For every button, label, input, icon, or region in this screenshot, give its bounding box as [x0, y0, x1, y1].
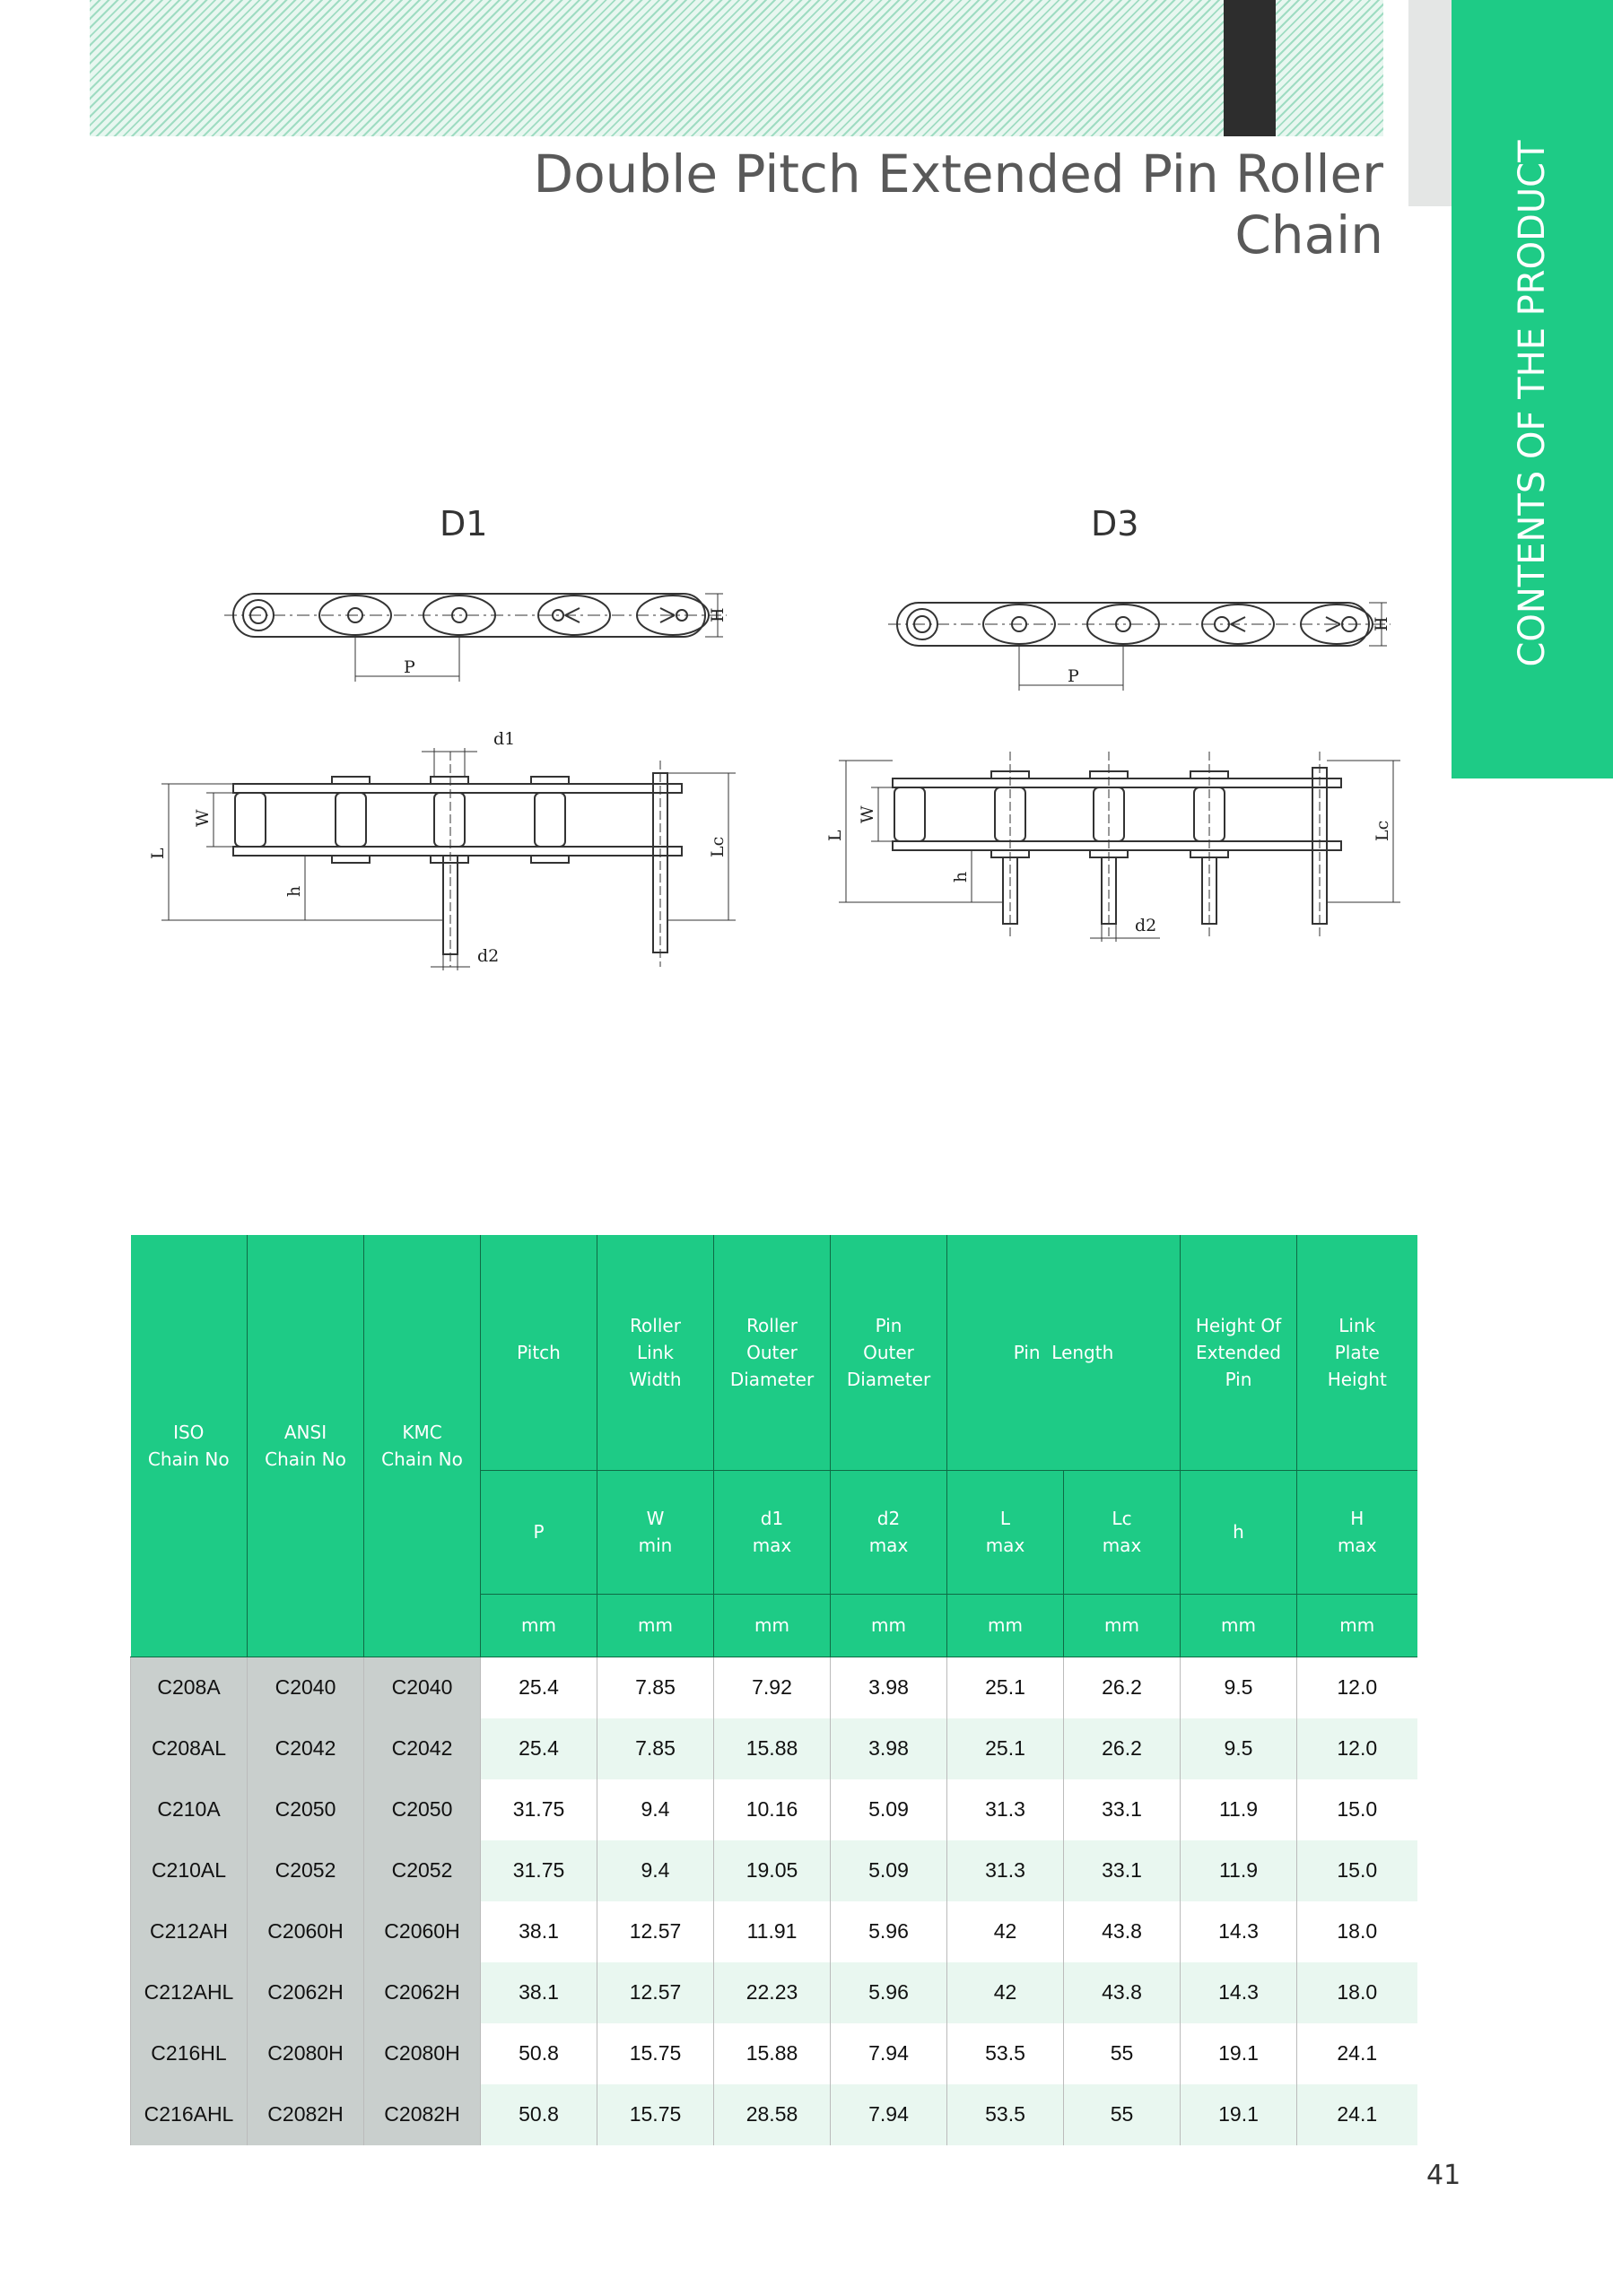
- chain-no-cell: C2050: [248, 1779, 364, 1840]
- value-cell: 43.8: [1064, 1962, 1181, 2023]
- value-cell: 24.1: [1297, 2023, 1417, 2084]
- value-cell: 26.2: [1064, 1718, 1181, 1779]
- unit-cell: mm: [597, 1594, 714, 1657]
- symbol-cell: d1 max: [714, 1470, 831, 1594]
- symbol-cell: H max: [1297, 1470, 1417, 1594]
- symbol-cell: Lc max: [1064, 1470, 1181, 1594]
- value-cell: 19.1: [1181, 2084, 1297, 2145]
- value-cell: 19.05: [714, 1840, 831, 1901]
- side-green-tab[interactable]: [1452, 0, 1613, 778]
- value-cell: 31.75: [481, 1840, 597, 1901]
- value-cell: 12.0: [1297, 1657, 1417, 1718]
- d1-dim-H: H: [708, 607, 728, 622]
- value-cell: 33.1: [1064, 1779, 1181, 1840]
- unit-cell: mm: [1297, 1594, 1417, 1657]
- table-row: [131, 1901, 1417, 1962]
- value-cell: 12.0: [1297, 1718, 1417, 1779]
- symbol-cell: P: [481, 1470, 597, 1594]
- table-row: [131, 1962, 1417, 2023]
- chain-no-cell: C2062H: [248, 1962, 364, 2023]
- spec-table: [130, 1235, 1417, 2145]
- header-height-extended-pin: Height Of Extended Pin: [1181, 1235, 1297, 1470]
- value-cell: 11.9: [1181, 1840, 1297, 1901]
- value-cell: 18.0: [1297, 1901, 1417, 1962]
- value-cell: 38.1: [481, 1901, 597, 1962]
- d1-side-view-drawing: [144, 725, 754, 985]
- unit-cell: mm: [481, 1594, 597, 1657]
- value-cell: 9.4: [597, 1779, 714, 1840]
- d1-dim-P: P: [404, 657, 415, 677]
- chain-no-cell: C2050: [364, 1779, 481, 1840]
- page-title: Double Pitch Extended Pin Roller Chain: [533, 144, 1383, 265]
- d3-dim-Lc: Lc: [1373, 820, 1392, 841]
- value-cell: 15.0: [1297, 1840, 1417, 1901]
- value-cell: 55: [1064, 2023, 1181, 2084]
- table-row: [131, 1657, 1417, 1718]
- value-cell: 11.9: [1181, 1779, 1297, 1840]
- d3-dim-d2: d2: [1135, 916, 1157, 935]
- d1-dim-Lc: Lc: [708, 836, 728, 857]
- symbol-cell: W min: [597, 1470, 714, 1594]
- chain-no-cell: C212AH: [131, 1901, 248, 1962]
- value-cell: 7.94: [831, 2084, 947, 2145]
- value-cell: 25.4: [481, 1718, 597, 1779]
- side-tab-label: CONTENTS OF THE PRODUCT: [1512, 140, 1553, 667]
- value-cell: 9.4: [597, 1840, 714, 1901]
- d3-dim-L: L: [825, 830, 845, 841]
- value-cell: 12.57: [597, 1962, 714, 2023]
- chain-no-cell: C208AL: [131, 1718, 248, 1779]
- value-cell: 38.1: [481, 1962, 597, 2023]
- unit-cell: mm: [831, 1594, 947, 1657]
- header-ansi-chain-no: ANSI Chain No: [248, 1235, 364, 1657]
- value-cell: 28.58: [714, 2084, 831, 2145]
- chain-no-cell: C216AHL: [131, 2084, 248, 2145]
- table-row: [131, 1718, 1417, 1779]
- table-row: [131, 2023, 1417, 2084]
- header-pin-length: Pin Length: [947, 1235, 1181, 1470]
- symbol-cell: L max: [947, 1470, 1064, 1594]
- diagram-d1-label: D1: [440, 504, 488, 544]
- value-cell: 10.16: [714, 1779, 831, 1840]
- value-cell: 9.5: [1181, 1718, 1297, 1779]
- value-cell: 33.1: [1064, 1840, 1181, 1901]
- unit-cell: mm: [714, 1594, 831, 1657]
- value-cell: 53.5: [947, 2023, 1064, 2084]
- value-cell: 7.85: [597, 1657, 714, 1718]
- value-cell: 3.98: [831, 1657, 947, 1718]
- value-cell: 14.3: [1181, 1962, 1297, 2023]
- value-cell: 3.98: [831, 1718, 947, 1779]
- symbol-cell: h: [1181, 1470, 1297, 1594]
- d3-side-view-drawing: [825, 734, 1422, 967]
- unit-cell: mm: [1064, 1594, 1181, 1657]
- header-kmc-chain-no: KMC Chain No: [364, 1235, 481, 1657]
- d3-top-view-drawing: [888, 592, 1408, 700]
- spec-table-body: [131, 1657, 1417, 2145]
- value-cell: 15.75: [597, 2084, 714, 2145]
- header-dark-bar: [1224, 0, 1276, 136]
- diagram-d3-label: D3: [1091, 504, 1139, 544]
- chain-no-cell: C212AHL: [131, 1962, 248, 2023]
- header-roller-link-width: Roller Link Width: [597, 1235, 714, 1470]
- header-hatched-band: [90, 0, 1383, 136]
- header-iso-chain-no: ISO Chain No: [131, 1235, 248, 1657]
- value-cell: 22.23: [714, 1962, 831, 2023]
- chain-no-cell: C2060H: [364, 1901, 481, 1962]
- symbol-cell: d2 max: [831, 1470, 947, 1594]
- d3-dim-P: P: [1068, 666, 1079, 686]
- chain-no-cell: C2082H: [364, 2084, 481, 2145]
- d1-dim-d2: d2: [477, 946, 500, 966]
- header-link-plate-height: Link Plate Height: [1297, 1235, 1417, 1470]
- value-cell: 18.0: [1297, 1962, 1417, 2023]
- chain-no-cell: C2040: [364, 1657, 481, 1718]
- value-cell: 25.1: [947, 1718, 1064, 1779]
- value-cell: 12.57: [597, 1901, 714, 1962]
- value-cell: 15.88: [714, 1718, 831, 1779]
- d1-top-view-drawing: [224, 583, 745, 691]
- value-cell: 15.0: [1297, 1779, 1417, 1840]
- chain-no-cell: C2080H: [364, 2023, 481, 2084]
- d3-dim-h: h: [951, 871, 971, 883]
- value-cell: 15.75: [597, 2023, 714, 2084]
- chain-no-cell: C208A: [131, 1657, 248, 1718]
- d1-dim-L: L: [148, 848, 168, 859]
- value-cell: 43.8: [1064, 1901, 1181, 1962]
- chain-no-cell: C2042: [248, 1718, 364, 1779]
- d3-dim-H: H: [1372, 616, 1391, 631]
- chain-no-cell: C2080H: [248, 2023, 364, 2084]
- value-cell: 24.1: [1297, 2084, 1417, 2145]
- value-cell: 55: [1064, 2084, 1181, 2145]
- value-cell: 42: [947, 1901, 1064, 1962]
- chain-no-cell: C2062H: [364, 1962, 481, 2023]
- chain-no-cell: C2040: [248, 1657, 364, 1718]
- value-cell: 14.3: [1181, 1901, 1297, 1962]
- value-cell: 50.8: [481, 2023, 597, 2084]
- unit-cell: mm: [1181, 1594, 1297, 1657]
- chain-no-cell: C2052: [248, 1840, 364, 1901]
- value-cell: 11.91: [714, 1901, 831, 1962]
- value-cell: 53.5: [947, 2084, 1064, 2145]
- value-cell: 9.5: [1181, 1657, 1297, 1718]
- value-cell: 7.92: [714, 1657, 831, 1718]
- value-cell: 7.85: [597, 1718, 714, 1779]
- value-cell: 7.94: [831, 2023, 947, 2084]
- value-cell: 31.3: [947, 1779, 1064, 1840]
- value-cell: 25.4: [481, 1657, 597, 1718]
- chain-no-cell: C216HL: [131, 2023, 248, 2084]
- value-cell: 5.96: [831, 1901, 947, 1962]
- header-roller-outer-diameter: Roller Outer Diameter: [714, 1235, 831, 1470]
- value-cell: 42: [947, 1962, 1064, 2023]
- header-pitch: Pitch: [481, 1235, 597, 1470]
- d3-dim-W: W: [858, 805, 877, 823]
- chain-no-cell: C2052: [364, 1840, 481, 1901]
- page-number: 41: [1426, 2160, 1461, 2191]
- header-pin-outer-diameter: Pin Outer Diameter: [831, 1235, 947, 1470]
- value-cell: 5.96: [831, 1962, 947, 2023]
- value-cell: 50.8: [481, 2084, 597, 2145]
- value-cell: 5.09: [831, 1779, 947, 1840]
- table-row: [131, 2084, 1417, 2145]
- side-grey-tab: [1408, 0, 1452, 206]
- d1-dim-d1: d1: [493, 729, 516, 749]
- chain-no-cell: C2082H: [248, 2084, 364, 2145]
- table-row: [131, 1779, 1417, 1840]
- value-cell: 26.2: [1064, 1657, 1181, 1718]
- value-cell: 31.75: [481, 1779, 597, 1840]
- table-row: [131, 1840, 1417, 1901]
- chain-no-cell: C210AL: [131, 1840, 248, 1901]
- chain-no-cell: C210A: [131, 1779, 248, 1840]
- value-cell: 31.3: [947, 1840, 1064, 1901]
- unit-cell: mm: [947, 1594, 1064, 1657]
- value-cell: 25.1: [947, 1657, 1064, 1718]
- d1-dim-W: W: [193, 809, 213, 827]
- value-cell: 15.88: [714, 2023, 831, 2084]
- chain-no-cell: C2042: [364, 1718, 481, 1779]
- chain-no-cell: C2060H: [248, 1901, 364, 1962]
- d1-dim-h: h: [284, 885, 304, 897]
- value-cell: 5.09: [831, 1840, 947, 1901]
- value-cell: 19.1: [1181, 2023, 1297, 2084]
